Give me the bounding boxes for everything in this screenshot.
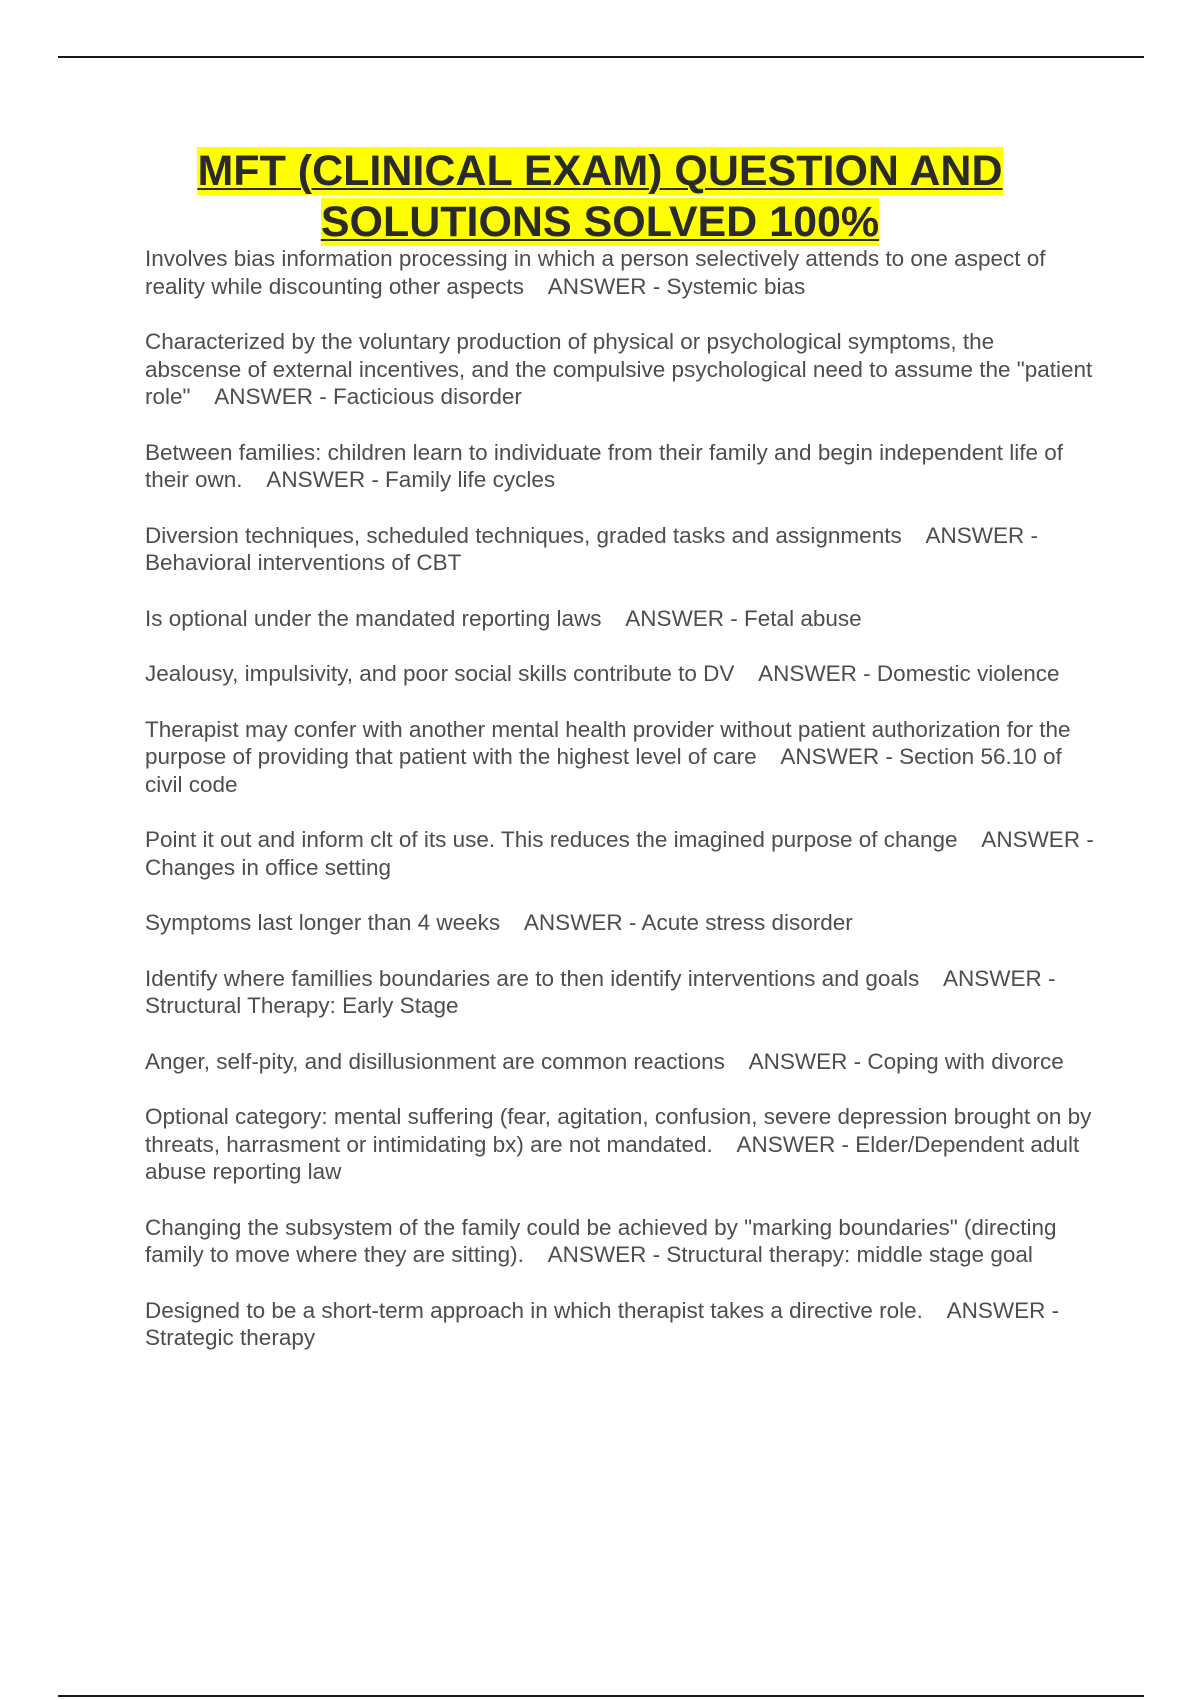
- qa-item: Between families: children learn to individuate from their family and begin independent life of their own. ANSWER - Family life cycles: [145, 439, 1070, 492]
- qa-item: Therapist may confer with another mental health provider without patient authorization for the purpose of providing that patient with the highest level of care ANSWER - Section 56.10 of civil code: [145, 716, 1077, 797]
- qa-item: Characterized by the voluntary production of physical or psychological symptoms, the abscense of external incentives, and the compulsive psychological need to assume the "patient role" ANSWER - Facticious disorder: [145, 329, 1099, 409]
- qa-item: Optional category: mental suffering (fear, agitation, confusion, severe depression brought on by threats, harrasment or intimidating bx) are not mandated. ANSWER - Elder/Dependent adult abuse reporting law: [145, 1104, 1098, 1184]
- qa-list: [145, 245, 1101, 1380]
- qa-item: Is optional under the mandated reporting laws ANSWER - Fetal abuse: [145, 605, 862, 631]
- document-title-text: MFT (CLINICAL EXAM) QUESTION AND SOLUTIONS SOLVED 100%: [197, 147, 1003, 246]
- qa-item: Identify where famillies boundaries are to then identify interventions and goals ANSWER - Structural Therapy: Early Stage: [145, 965, 1062, 1018]
- qa-item: Changing the subsystem of the family could be achieved by "marking boundaries" (directing family to move where they are sitting). ANSWER - Structural therapy: middle stage goal: [145, 1214, 1063, 1267]
- qa-item: Diversion techniques, scheduled techniques, graded tasks and assignments ANSWER - Behavioral interventions of CBT: [145, 522, 1045, 575]
- qa-item: Symptoms last longer than 4 weeks ANSWER - Acute stress disorder: [145, 910, 853, 935]
- bottom-rule: [58, 1695, 1144, 1697]
- qa-item: Involves bias information processing in which a person selectively attends to one aspect of reality while discounting other aspects ANSWER - Systemic bias: [145, 246, 1052, 299]
- qa-item: Designed to be a short-term approach in which therapist takes a directive role. ANSWER - Strategic therapy: [145, 1297, 1066, 1350]
- top-rule: [58, 56, 1144, 58]
- qa-item: Jealousy, impulsivity, and poor social skills contribute to DV ANSWER - Domestic violence: [145, 661, 1060, 686]
- document-title: [100, 146, 1100, 248]
- qa-item: Anger, self-pity, and disillusionment are common reactions ANSWER - Coping with divorce: [145, 1048, 1064, 1074]
- qa-item: Point it out and inform clt of its use. This reduces the imagined purpose of change ANSWER - Changes in office setting: [145, 827, 1101, 880]
